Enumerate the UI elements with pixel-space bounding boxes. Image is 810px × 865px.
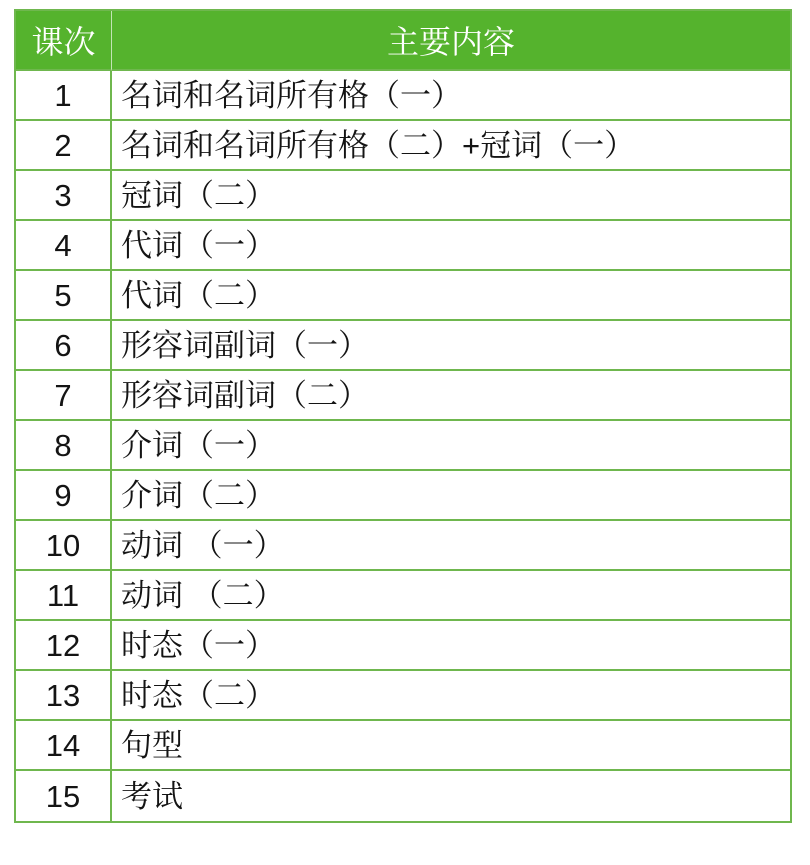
lesson-content-cell: 形容词副词（二） <box>112 371 790 421</box>
table-row <box>16 421 790 471</box>
lesson-content-cell: 动词 （一） <box>112 521 790 571</box>
table-row <box>16 571 790 621</box>
table-row <box>16 71 790 121</box>
lesson-number-cell: 6 <box>16 321 112 371</box>
lesson-number-cell: 14 <box>16 721 112 771</box>
lesson-number-cell: 10 <box>16 521 112 571</box>
lesson-content-cell: 形容词副词（一） <box>112 321 790 371</box>
lesson-content-cell: 句型 <box>112 721 790 771</box>
table-row <box>16 471 790 521</box>
lesson-number-cell: 11 <box>16 571 112 621</box>
table-row <box>16 621 790 671</box>
table-row <box>16 271 790 321</box>
table-row <box>16 671 790 721</box>
lesson-number-cell: 5 <box>16 271 112 321</box>
lesson-content-cell: 时态（一） <box>112 621 790 671</box>
table-row <box>16 721 790 771</box>
lesson-content-cell: 介词（一） <box>112 421 790 471</box>
table-row <box>16 321 790 371</box>
lesson-content-cell: 动词 （二） <box>112 571 790 621</box>
lesson-number-cell: 12 <box>16 621 112 671</box>
lesson-number-cell: 13 <box>16 671 112 721</box>
table-row <box>16 771 790 821</box>
column-header-main-content: 主要内容 <box>112 11 790 71</box>
lesson-content-cell: 代词（一） <box>112 221 790 271</box>
lesson-content-cell: 代词（二） <box>112 271 790 321</box>
table-body <box>16 71 790 821</box>
lesson-content-cell: 名词和名词所有格（二）+冠词（一） <box>112 121 790 171</box>
table-row <box>16 221 790 271</box>
lesson-number-cell: 7 <box>16 371 112 421</box>
table-header-row <box>16 11 790 71</box>
column-header-lesson-number: 课次 <box>16 11 112 71</box>
lesson-content-cell: 冠词（二） <box>112 171 790 221</box>
lesson-number-cell: 8 <box>16 421 112 471</box>
lesson-number-cell: 15 <box>16 771 112 821</box>
lesson-number-cell: 1 <box>16 71 112 121</box>
course-schedule <box>14 9 792 823</box>
lesson-content-cell: 名词和名词所有格（一） <box>112 71 790 121</box>
table-row <box>16 121 790 171</box>
lesson-number-cell: 9 <box>16 471 112 521</box>
table-row <box>16 371 790 421</box>
table-row <box>16 171 790 221</box>
lesson-number-cell: 3 <box>16 171 112 221</box>
table-row <box>16 521 790 571</box>
lesson-content-cell: 考试 <box>112 771 790 821</box>
lesson-number-cell: 2 <box>16 121 112 171</box>
lesson-content-cell: 介词（二） <box>112 471 790 521</box>
lesson-content-cell: 时态（二） <box>112 671 790 721</box>
course-schedule-table <box>14 9 792 823</box>
lesson-number-cell: 4 <box>16 221 112 271</box>
